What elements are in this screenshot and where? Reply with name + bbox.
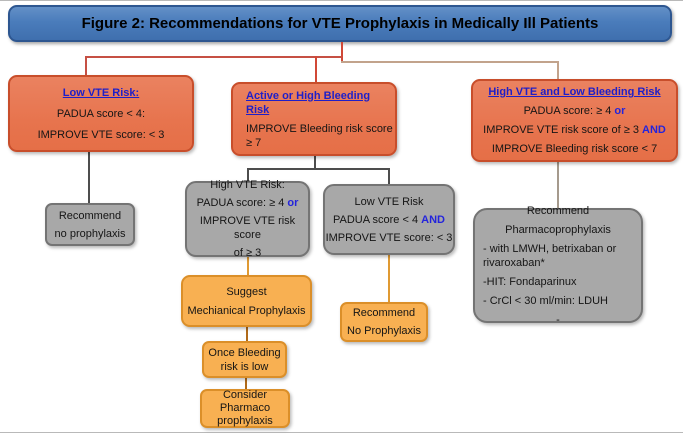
low-vte-risk-2-line1: Low VTE Risk [354, 195, 424, 208]
high-vte-risk-line3: IMPROVE VTE risk score [199, 215, 296, 241]
node-suggest-mechanical [181, 275, 312, 327]
node-low-vte-risk-2 [323, 184, 455, 255]
connector-title-stub [341, 42, 343, 61]
no-prophylaxis-line2: no prophylaxis [54, 227, 126, 240]
node-high-vte-risk [185, 181, 310, 257]
high-vte-line1-em: or [614, 105, 626, 117]
pharmaco-item3: - CrCl < 30 ml/min: LDUH [483, 295, 608, 307]
suggest-line1: Suggest [226, 285, 267, 298]
connector-rail-right [341, 61, 557, 63]
low-vte-risk-2-line3: IMPROVE VTE score: < 3 [325, 231, 453, 244]
recommend-no-line2: No Prophylaxis [347, 325, 421, 337]
connector-to-recommend-no [388, 255, 390, 302]
low-vte-heading: Low VTE Risk: [62, 86, 140, 99]
bleeding-heading: Active or High Bleeding Risk [246, 89, 371, 116]
connector-drop-bleeding [315, 56, 317, 82]
high-vte-line3: IMPROVE Bleeding risk score < 7 [491, 143, 658, 155]
connector-drop-high-vte [557, 61, 559, 79]
pharmaco-item1: - with LMWH, betrixaban or rivaroxaban* [483, 243, 617, 269]
node-once-bleeding-low [202, 341, 287, 378]
high-vte-risk-line2-main: PADUA score: ≥ 4 [196, 197, 288, 209]
high-vte-risk-line1: High VTE Risk: [210, 179, 285, 191]
high-vte-line2 [483, 123, 666, 137]
connector-low-vte-to-outcome [88, 152, 90, 203]
low-vte-risk-2-line2-em: AND [421, 213, 445, 226]
high-vte-line1-main: PADUA score: ≥ 4 [523, 105, 615, 117]
no-prophylaxis-line1: Recommend [58, 209, 122, 222]
bottom-edge-line [0, 432, 683, 433]
figure-title-text: Figure 2: Recommendations for VTE Prophylaxis in Medically Ill Patients [81, 15, 599, 32]
figure-title [8, 5, 672, 42]
node-pharmacoprophylaxis [473, 205, 643, 326]
node-bleeding-risk [231, 82, 397, 156]
high-vte-line2-em: AND [642, 124, 666, 136]
pharmaco-item2: -HIT: Fondaparinux [483, 276, 577, 288]
bleeding-line1: IMPROVE Bleeding risk score ≥ 7 [246, 122, 393, 149]
node-no-prophylaxis [45, 203, 135, 246]
high-vte-line2-main: IMPROVE VTE risk score of ≥ 3 [483, 124, 642, 136]
pharmaco-line2: Pharmacoprophylaxis [505, 224, 611, 236]
high-vte-risk-line2-em: or [287, 197, 299, 209]
low-vte-risk-2-line2-main: PADUA score < 4 [333, 213, 422, 226]
connector-bleeding-rail [247, 168, 388, 170]
connector-high-vte-to-pharmaco [557, 162, 559, 208]
node-high-vte-low-bleeding [471, 79, 678, 162]
consider-line2: Pharmaco [219, 402, 271, 414]
pharmaco-line1: Recommend [526, 205, 590, 217]
consider-line1: Consider [222, 389, 268, 401]
node-consider-pharmaco [200, 389, 290, 428]
connector-rail-left [85, 56, 342, 58]
high-vte-heading: High VTE and Low Bleeding Risk [488, 86, 661, 98]
high-vte-risk-line4: of ≥ 3 [233, 247, 262, 259]
node-low-vte-risk [8, 75, 194, 152]
node-recommend-no-prophylaxis [340, 302, 428, 342]
connector-suggest-to-once [246, 327, 248, 341]
low-vte-risk-2-line2 [333, 213, 445, 227]
connector-drop-low-vte [85, 56, 87, 75]
high-vte-line1 [524, 104, 626, 118]
consider-line3: prophylaxis [217, 415, 273, 427]
top-edge-line [0, 0, 683, 1]
suggest-line2: Mechianical Prophylaxis [187, 304, 306, 317]
pharmaco-items [475, 242, 641, 327]
high-vte-risk-line2 [197, 196, 299, 210]
low-vte-line2: IMPROVE VTE score: < 3 [37, 128, 165, 141]
connector-drop-low-vte-risk [388, 168, 390, 184]
once-line1: Once Bleeding [208, 346, 281, 359]
recommend-no-line1: Recommend [352, 307, 416, 319]
low-vte-line1: PADUA score < 4: [56, 107, 146, 120]
once-line2: risk is low [220, 360, 269, 373]
connector-once-to-consider [245, 378, 247, 389]
connector-bleeding-stub [314, 156, 316, 168]
pharmaco-item4: - [556, 314, 560, 326]
